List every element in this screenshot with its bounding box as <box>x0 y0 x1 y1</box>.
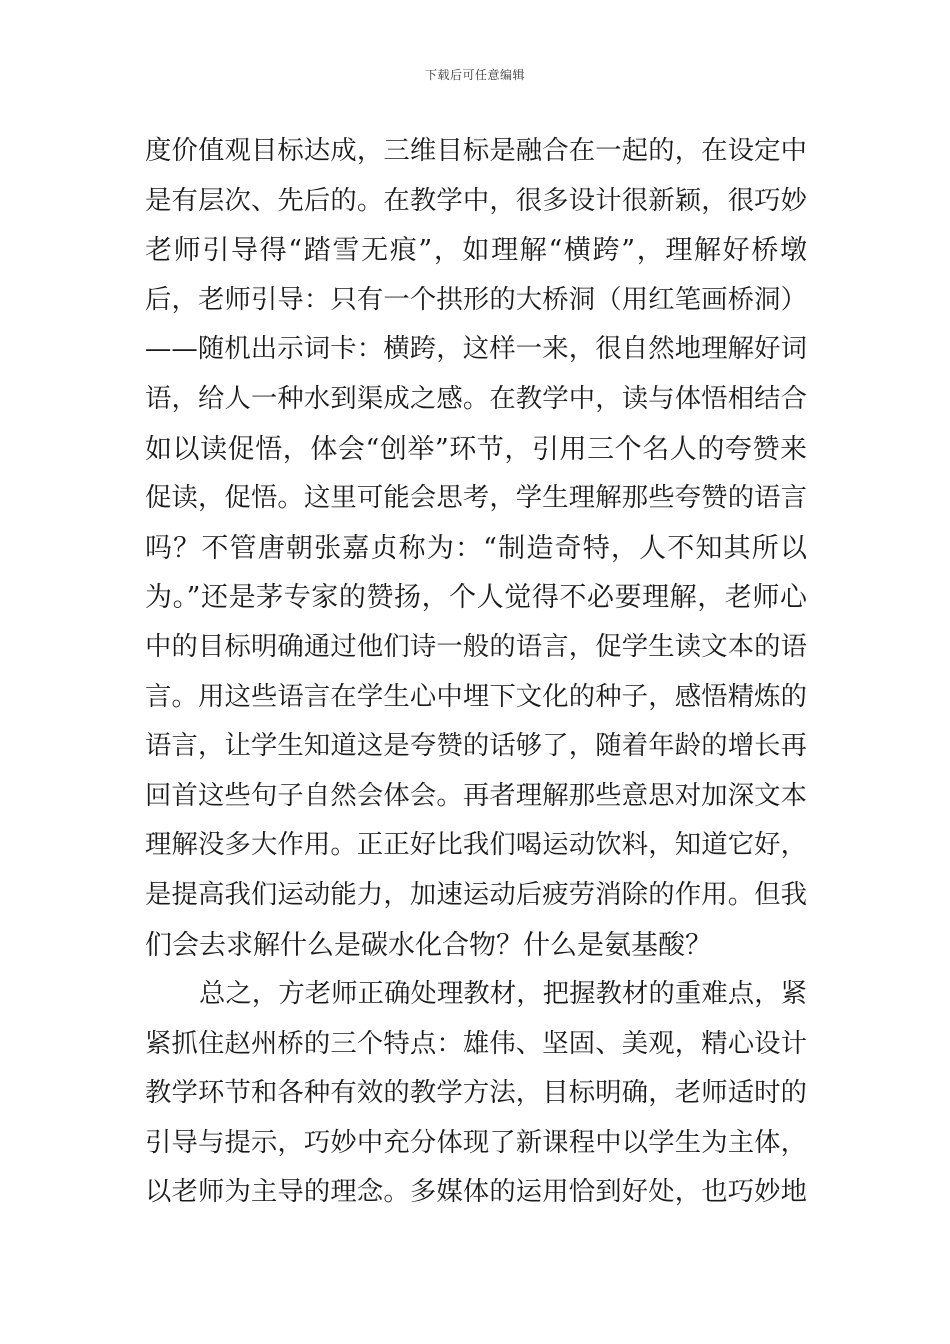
text-line: 后，老师引导：只有一个拱形的大桥洞（用红笔画桥洞） <box>145 284 807 315</box>
document-body <box>145 127 807 1218</box>
text-line: 理解没多大作用。正正好比我们喝运动饮料，知道它好， <box>145 830 807 861</box>
paragraph-end-line: 们会去求解什么是碳水化合物？什么是氨基酸？ <box>145 929 712 961</box>
text-line: ——随机出示词卡：横跨，这样一来，很自然地理解好词 <box>145 334 807 365</box>
paragraph-start-line: 总之，方老师正确处理教材，把握教材的重难点，紧 <box>199 979 807 1010</box>
text-line: 言。用这些语言在学生心中埋下文化的种子，感悟精炼的 <box>145 681 807 712</box>
text-line: 吗？不管唐朝张嘉贞称为：“制造奇特，人不知其所以 <box>145 532 807 564</box>
text-line: 以老师为主导的理念。多媒体的运用恰到好处，也巧妙地 <box>145 1177 807 1208</box>
text-line: 为。”还是茅专家的赞扬，个人觉得不必要理解，老师心 <box>145 582 807 614</box>
page-header: 下载后可任意编辑 <box>424 68 525 82</box>
text-line: 老师引导得“踏雪无痕”，如理解“横跨”，理解好桥墩 <box>145 235 807 267</box>
text-line: 如以读促悟，体会“创举”环节，引用三个名人的夸赞来 <box>145 433 807 465</box>
text-line: 是有层次、先后的。在教学中，很多设计很新颖，很巧妙 <box>145 185 807 216</box>
text-line: 语，给人一种水到渠成之感。在教学中，读与体悟相结合 <box>145 383 807 414</box>
text-line: 度价值观目标达成，三维目标是融合在一起的，在设定中 <box>145 136 807 166</box>
text-line: 回首这些句子自然会体会。再者理解那些意思对加深文本 <box>145 780 807 811</box>
text-line: 紧抓住赵州桥的三个特点：雄伟、坚固、美观，精心设计 <box>145 1028 807 1059</box>
text-line: 教学环节和各种有效的教学方法，目标明确，老师适时的 <box>145 1078 807 1109</box>
text-line: 促读，促悟。这里可能会思考，学生理解那些夸赞的语言 <box>145 483 807 514</box>
text-line: 语言，让学生知道这是夸赞的话够了，随着年龄的增长再 <box>145 731 807 762</box>
text-line: 中的目标明确通过他们诗一般的语言，促学生读文本的语 <box>145 631 807 662</box>
text-line: 引导与提示，巧妙中充分体现了新课程中以学生为主体， <box>145 1127 807 1158</box>
text-line: 是提高我们运动能力，加速运动后疲劳消除的作用。但我 <box>145 879 807 910</box>
